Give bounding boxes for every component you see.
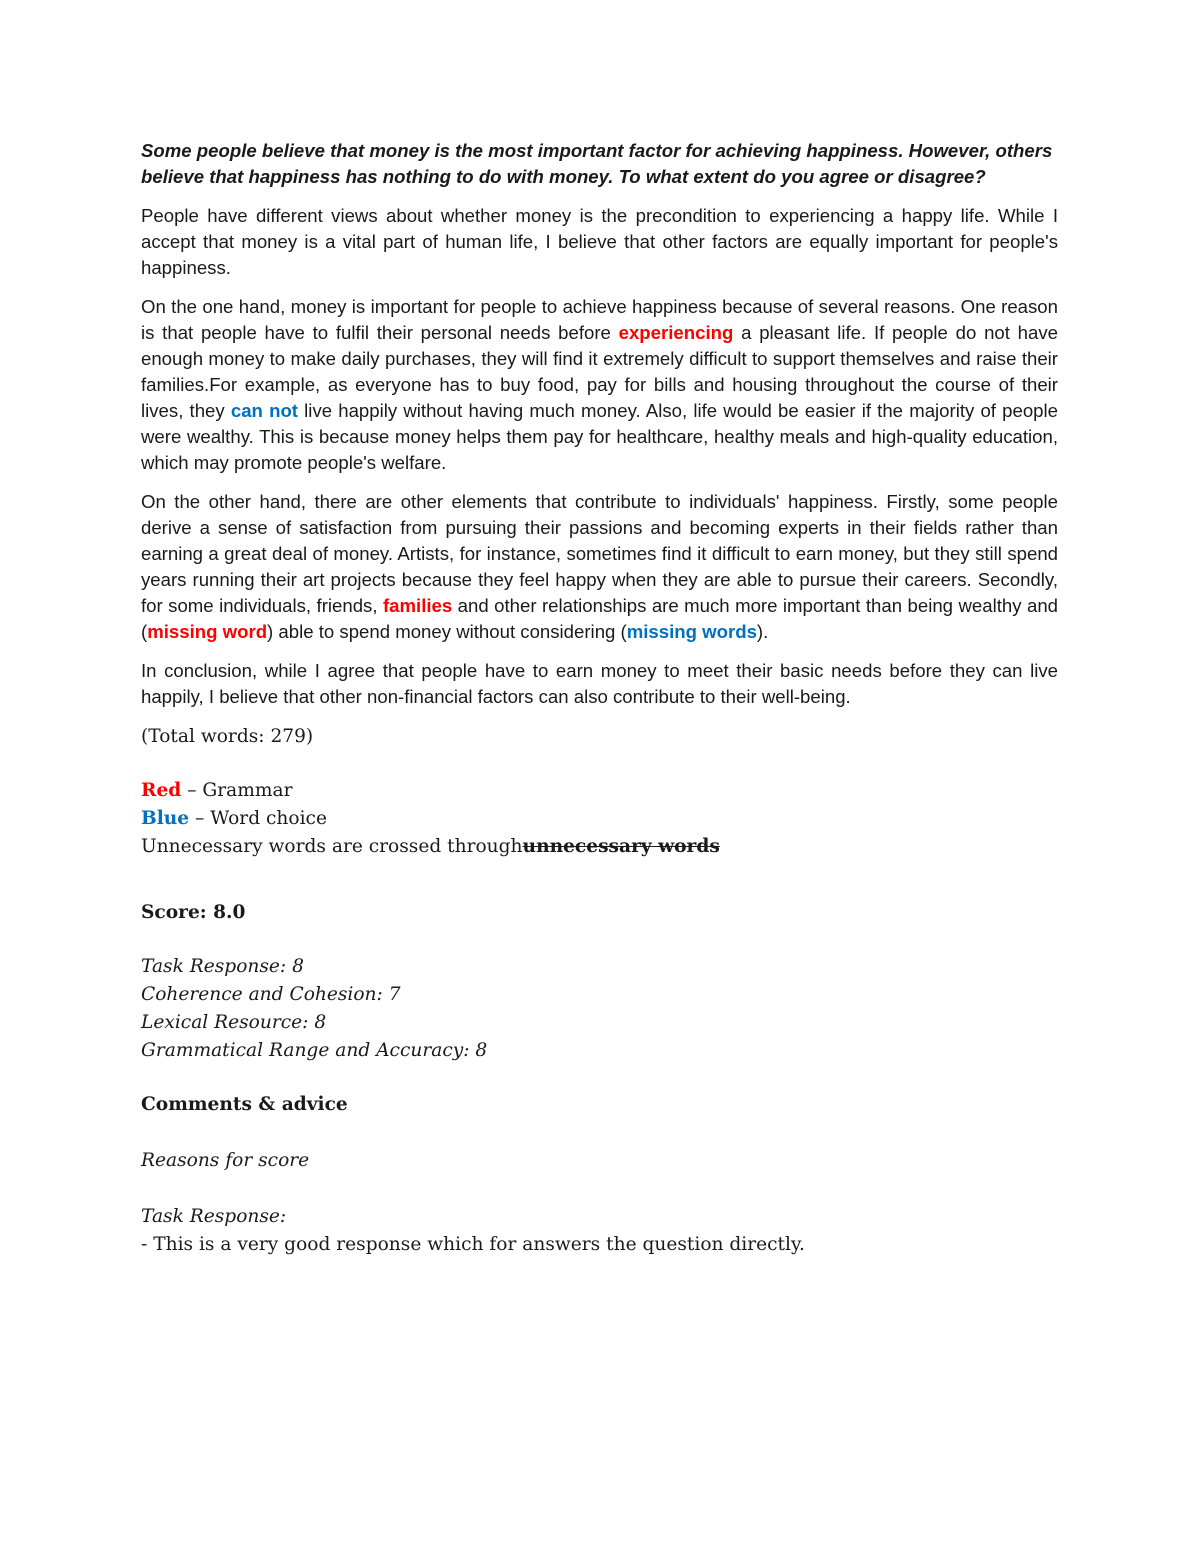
comments-heading: Comments & advice [141,1094,348,1115]
text-segment: a pleasant life. If people do not have enough money to make daily purchases, they will find it extremely difficult to support themselves and raise their families.For example, as everyone has to buy food, pay for bills and housing throughout the course of their lives, they [141,322,1058,421]
essay-paragraph-conclusion: In conclusion, while I agree that people have to earn money to meet their basic needs before they can live happily, I believe that other non-financial factors can also contribute to their well-being. [141,660,1058,707]
legend-red-desc: – Grammar [181,780,293,801]
word-choice-correction: can not [230,400,298,421]
word-choice-correction: missing words [626,621,757,642]
legend-blue-label: Blue [141,808,190,829]
essay-prompt: Some people believe that money is the most important factor for achieving happiness. However, others believe that happiness has nothing to do with money. To what extent do you agree or disagree? [141,140,1053,187]
criterion-grammar: Grammatical Range and Accuracy: 8 [141,1040,488,1061]
overall-score: Score: 8.0 [141,902,246,923]
legend-strike-prefix: Unnecessary words are crossed through [141,836,523,857]
text-segment: ). [756,621,769,642]
grammar-correction: missing word [147,621,268,642]
text-segment: ) able to spend money without considering ( [267,621,627,642]
criteria-list [141,953,1058,1065]
essay-paragraph-intro: People have different views about whether money is the precondition to experiencing a happy life. While I accept that money is a vital part of human life, I believe that other factors are equally important for people's happiness. [141,205,1058,278]
grammar-correction: families [382,595,453,616]
grammar-correction: experiencing [618,322,734,343]
text-segment: and other relationships are much more important than being wealthy and ( [141,595,1058,642]
legend-unnecessary [141,833,1058,861]
reasons-heading: Reasons for score [141,1150,310,1171]
legend-red-label: Red [141,780,182,801]
text-segment: live happily without having much money. Also, life would be easier if the majority of people were wealthy. This is because money helps them pay for healthcare, healthy meals and high-quality education, which may promote people's welfare. [141,400,1058,473]
document-content [141,138,1058,1259]
total-words: (Total words: 279) [141,726,314,747]
essay-paragraph-body-1 [141,294,1058,476]
legend-blue-desc: – Word choice [189,808,327,829]
text-segment: On the one hand, money is important for people to achieve happiness because of several reasons. One reason is that people have to fulfil their personal needs before [141,296,1058,343]
legend-strike-example: unnecessary words [522,836,720,857]
text-segment: On the other hand, there are other elements that contribute to individuals' happiness. Firstly, some people derive a sense of satisfaction from pursuing their passions and becoming experts in their fields rather than earning a great deal of money. Artists, for instance, sometimes find it difficult to earn money, but they still spend years running their art projects because they feel happy when they are able to pursue their careers. Secondly, for some individuals, friends, [141,491,1058,616]
criterion-coherence: Coherence and Cohesion: 7 [141,984,401,1005]
legend-word-choice [141,805,1058,833]
criterion-task-response: Task Response: 8 [141,956,304,977]
task-response-heading: Task Response: [141,1206,287,1227]
criterion-lexical: Lexical Resource: 8 [141,1012,327,1033]
legend-grammar [141,777,1058,805]
legend [141,777,1058,861]
task-response-comment: - This is a very good response which for answers the question directly. [141,1234,805,1255]
essay-paragraph-body-2 [141,489,1058,645]
